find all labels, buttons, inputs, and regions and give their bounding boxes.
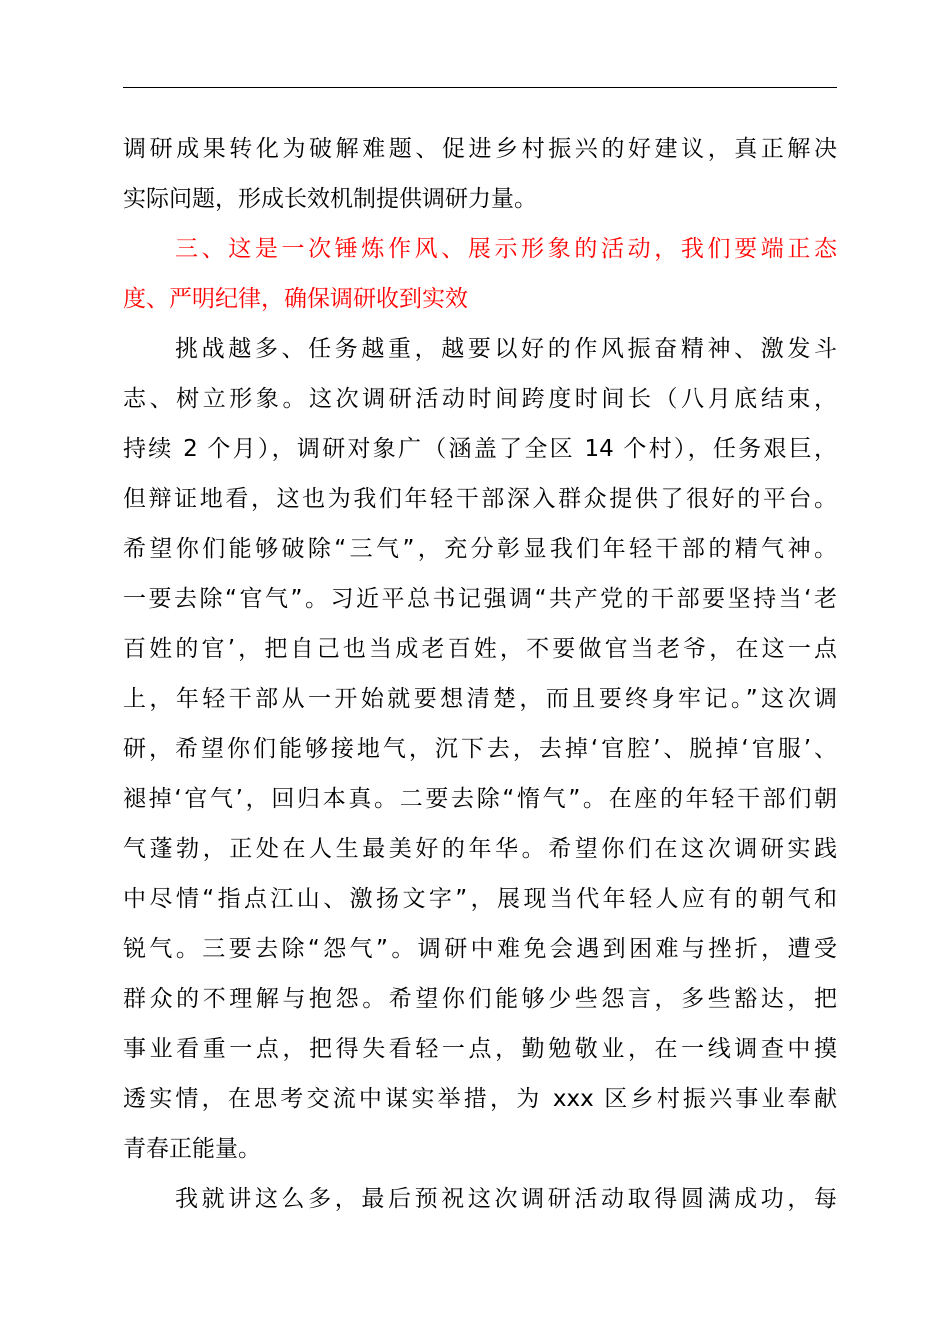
paragraph-line: 锐气。三要去除“怨气”。调研中难免会遇到困难与挫折，遭受: [123, 936, 837, 962]
paragraph-line: 气蓬勃，正处在人生最美好的年华。希望你们在这次调研实践: [123, 836, 837, 862]
paragraph-line: 一要去除“官气”。习近平总书记强调“共产党的干部要坚持当‘老: [123, 586, 837, 612]
header-rule: [123, 87, 837, 88]
paragraph-line: 百姓的官’，把自己也当成老百姓，不要做官当老爷，在这一点: [123, 636, 837, 662]
paragraph-line: 实际问题，形成长效机制提供调研力量。: [123, 186, 537, 212]
paragraph-line: 调研成果转化为破解难题、促进乡村振兴的好建议，真正解决: [123, 136, 837, 162]
paragraph-line: 志、树立形象。这次调研活动时间跨度时间长（八月底结束，: [123, 386, 837, 412]
paragraph-line: 中尽情“指点江山、激扬文字”，展现当代年轻人应有的朝气和: [123, 886, 837, 912]
section-heading-line: 三、这是一次锤炼作风、展示形象的活动，我们要端正态: [175, 236, 837, 262]
paragraph-line: 希望你们能够破除“三气”，充分彰显我们年轻干部的精气神。: [123, 536, 837, 562]
paragraph-line: 群众的不理解与抱怨。希望你们能够少些怨言，多些豁达，把: [123, 986, 837, 1012]
paragraph-line: 挑战越多、任务越重，越要以好的作风振奋精神、激发斗: [175, 336, 837, 362]
paragraph-line: 青春正能量。: [123, 1136, 261, 1162]
paragraph-line: 我就讲这么多，最后预祝这次调研活动取得圆满成功，每: [175, 1186, 837, 1212]
paragraph-line: 事业看重一点，把得失看轻一点，勤勉敬业，在一线调查中摸: [123, 1036, 837, 1062]
paragraph-line: 褪掉‘官气’，回归本真。二要去除“惰气”。在座的年轻干部们朝: [123, 786, 837, 812]
section-heading-line: 度、严明纪律，确保调研收到实效: [123, 286, 468, 312]
paragraph-line: 持续 2 个月），调研对象广（涵盖了全区 14 个村），任务艰巨，: [123, 436, 837, 462]
paragraph-line: 研，希望你们能够接地气，沉下去，去掉‘官腔’、脱掉‘官服’、: [123, 736, 837, 762]
paragraph-line: 上，年轻干部从一开始就要想清楚，而且要终身牢记。”这次调: [123, 686, 837, 712]
paragraph-line: 透实情，在思考交流中谋实举措，为 xxx 区乡村振兴事业奉献: [123, 1086, 837, 1112]
paragraph-line: 但辩证地看，这也为我们年轻干部深入群众提供了很好的平台。: [123, 486, 837, 512]
